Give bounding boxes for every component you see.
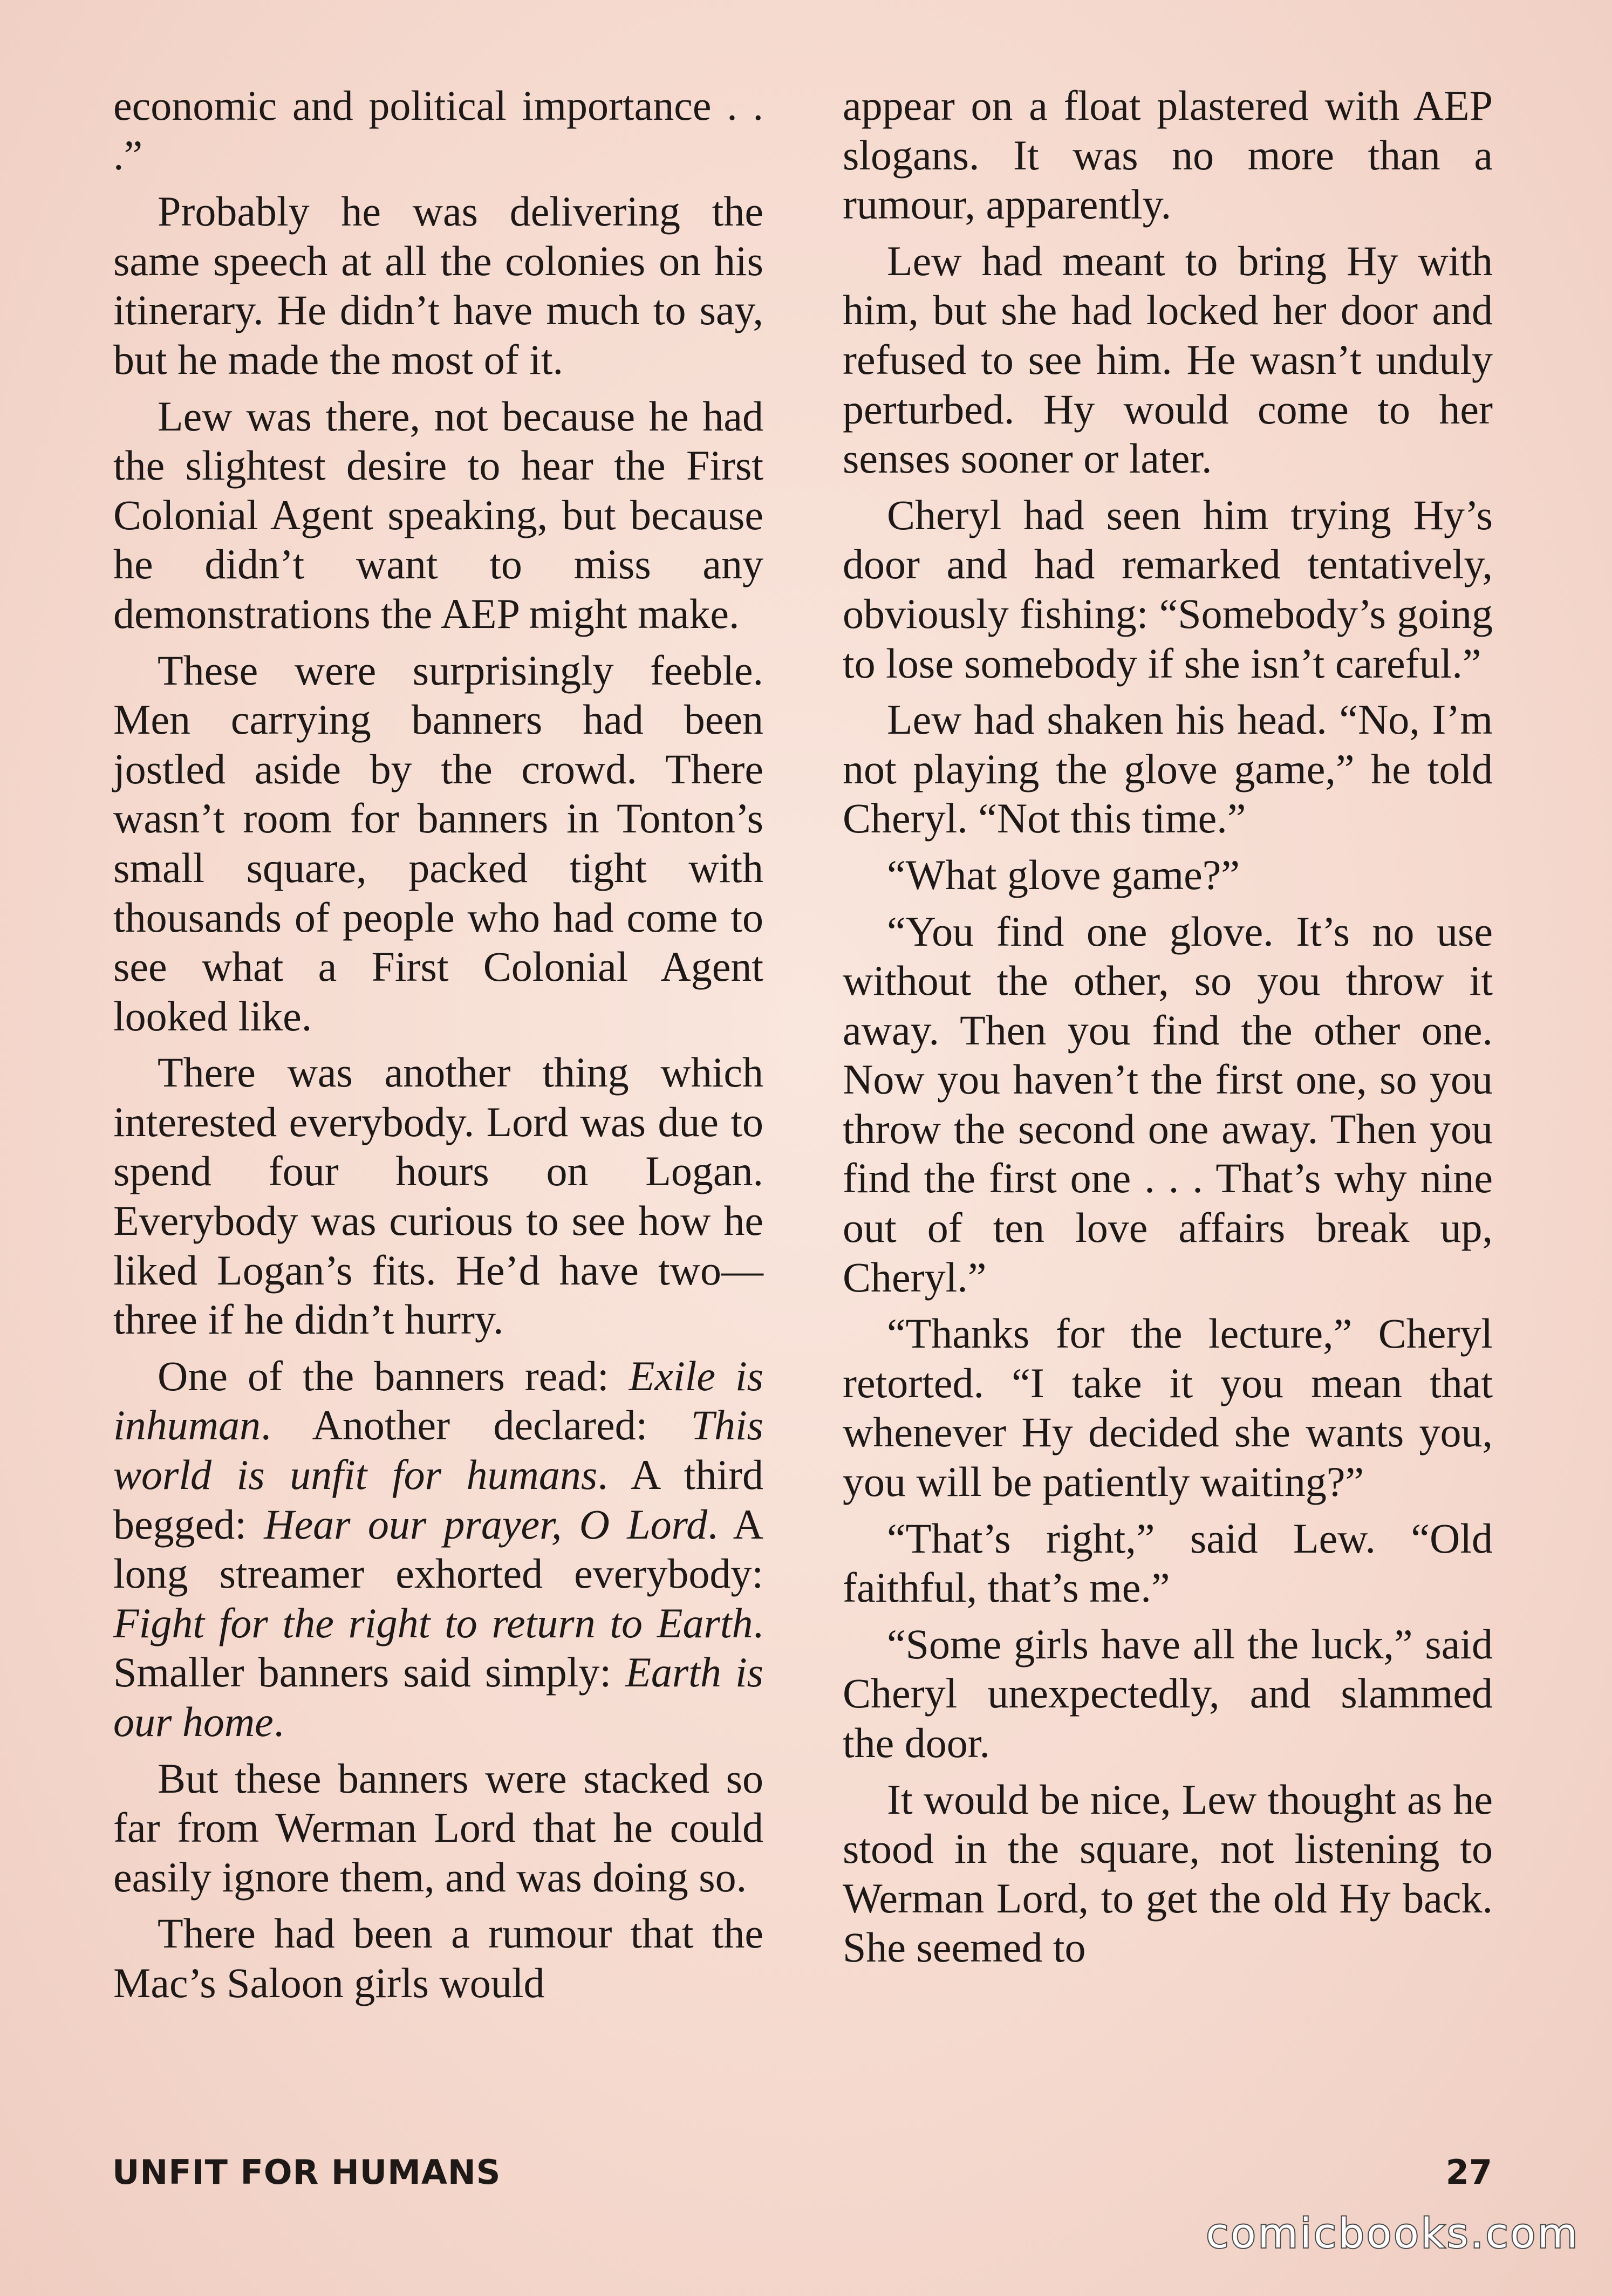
text-run: . Another declared:: [261, 1402, 691, 1449]
paragraph: Lew had meant to bring Hy with him, but she had locked her door and refused to see him. He wasn’t unduly perturbed. Hy would come to her senses sooner or later.: [843, 237, 1493, 482]
text-run: . A long streamer exhorted everybody:: [113, 1500, 763, 1597]
paragraph: Lew had shaken his head. “No, I’m not playing the glove game,” he told Cheryl. “Not this time.”: [843, 696, 1493, 842]
paragraph: But these banners were stacked so far from Werman Lord that he could easily ignore them, and was doing so.: [113, 1754, 763, 1901]
text-run: . Smaller banners said simply:: [113, 1599, 763, 1696]
paragraph: “You find one glove. It’s no use without the other, so you throw it away. Then you find the other one. Now you haven’t the first one, so you throw the second one away. Then you find the first one . . . That’s why nine out of ten love affairs break up, Cheryl.”: [843, 907, 1493, 1301]
text-run: .: [273, 1698, 284, 1745]
paragraph: Lew was there, not because he had the slightest desire to hear the First Colonial Agent speaking, but because he didn’t want to miss any demonstrations the AEP might make.: [113, 392, 763, 637]
page-number: 27: [1445, 2152, 1492, 2192]
paragraph: Cheryl had seen him trying Hy’s door and had remarked tentatively, obviously fishing: “Somebody’s going to lose somebody if she isn’t careful.”: [843, 491, 1493, 687]
paragraph: economic and political importance . . .”: [113, 82, 763, 179]
paragraph: appear on a float plastered with AEP slogans. It was no more than a rumour, apparently.: [843, 82, 1493, 228]
paragraph: Probably he was delivering the same speech at all the colonies on his itinerary. He didn’t have much to say, but he made the most of it.: [113, 188, 763, 383]
running-title: UNFIT FOR HUMANS: [112, 2152, 501, 2192]
paragraph: These were surprisingly feeble. Men carrying banners had been jostled aside by the crowd. There wasn’t room for banners in Tonton’s small square, packed tight with thousands of people who had come to see what a First Colonial Agent looked like.: [113, 646, 763, 1040]
paragraph: It would be nice, Lew thought as he stood in the square, not listening to Werman Lord, to get the old Hy back. She seemed to: [843, 1775, 1493, 1971]
left-column: [113, 81, 763, 2015]
banner-slogan: Earth is our home: [113, 1649, 763, 1745]
paragraph: “Thanks for the lecture,” Cheryl retorted. “I take it you mean that whenever Hy decided she wants you, you will be patiently waiting?”: [843, 1310, 1493, 1506]
paragraph: There had been a rumour that the Mac’s Saloon girls would: [113, 1910, 763, 2006]
banner-slogan: Fight for the right to return to Earth: [113, 1599, 753, 1646]
banners-paragraph: [113, 1351, 763, 1747]
paragraph: “Some girls have all the luck,” said Cheryl unexpectedly, and slammed the door.: [843, 1620, 1493, 1766]
banner-slogan: Exile is inhuman: [113, 1352, 763, 1449]
watermark-logo: comicbooks.com: [1206, 2209, 1580, 2257]
text-run: . A third begged:: [113, 1451, 763, 1548]
paragraph: “That’s right,” said Lew. “Old faithful, that’s me.”: [843, 1514, 1493, 1611]
paragraph: There was another thing which interested everybody. Lord was due to spend four hours on Logan. Everybody was curious to see how he liked Logan’s fits. He’d have two—three if he didn’t hurry.: [113, 1049, 763, 1343]
text-run: One of the banners read:: [158, 1352, 629, 1399]
right-column: [843, 81, 1493, 1979]
banner-slogan: Hear our prayer, O Lord: [264, 1500, 708, 1548]
banner-slogan: This world is unfit for humans: [113, 1402, 763, 1499]
paragraph: “What glove game?”: [887, 851, 1240, 898]
